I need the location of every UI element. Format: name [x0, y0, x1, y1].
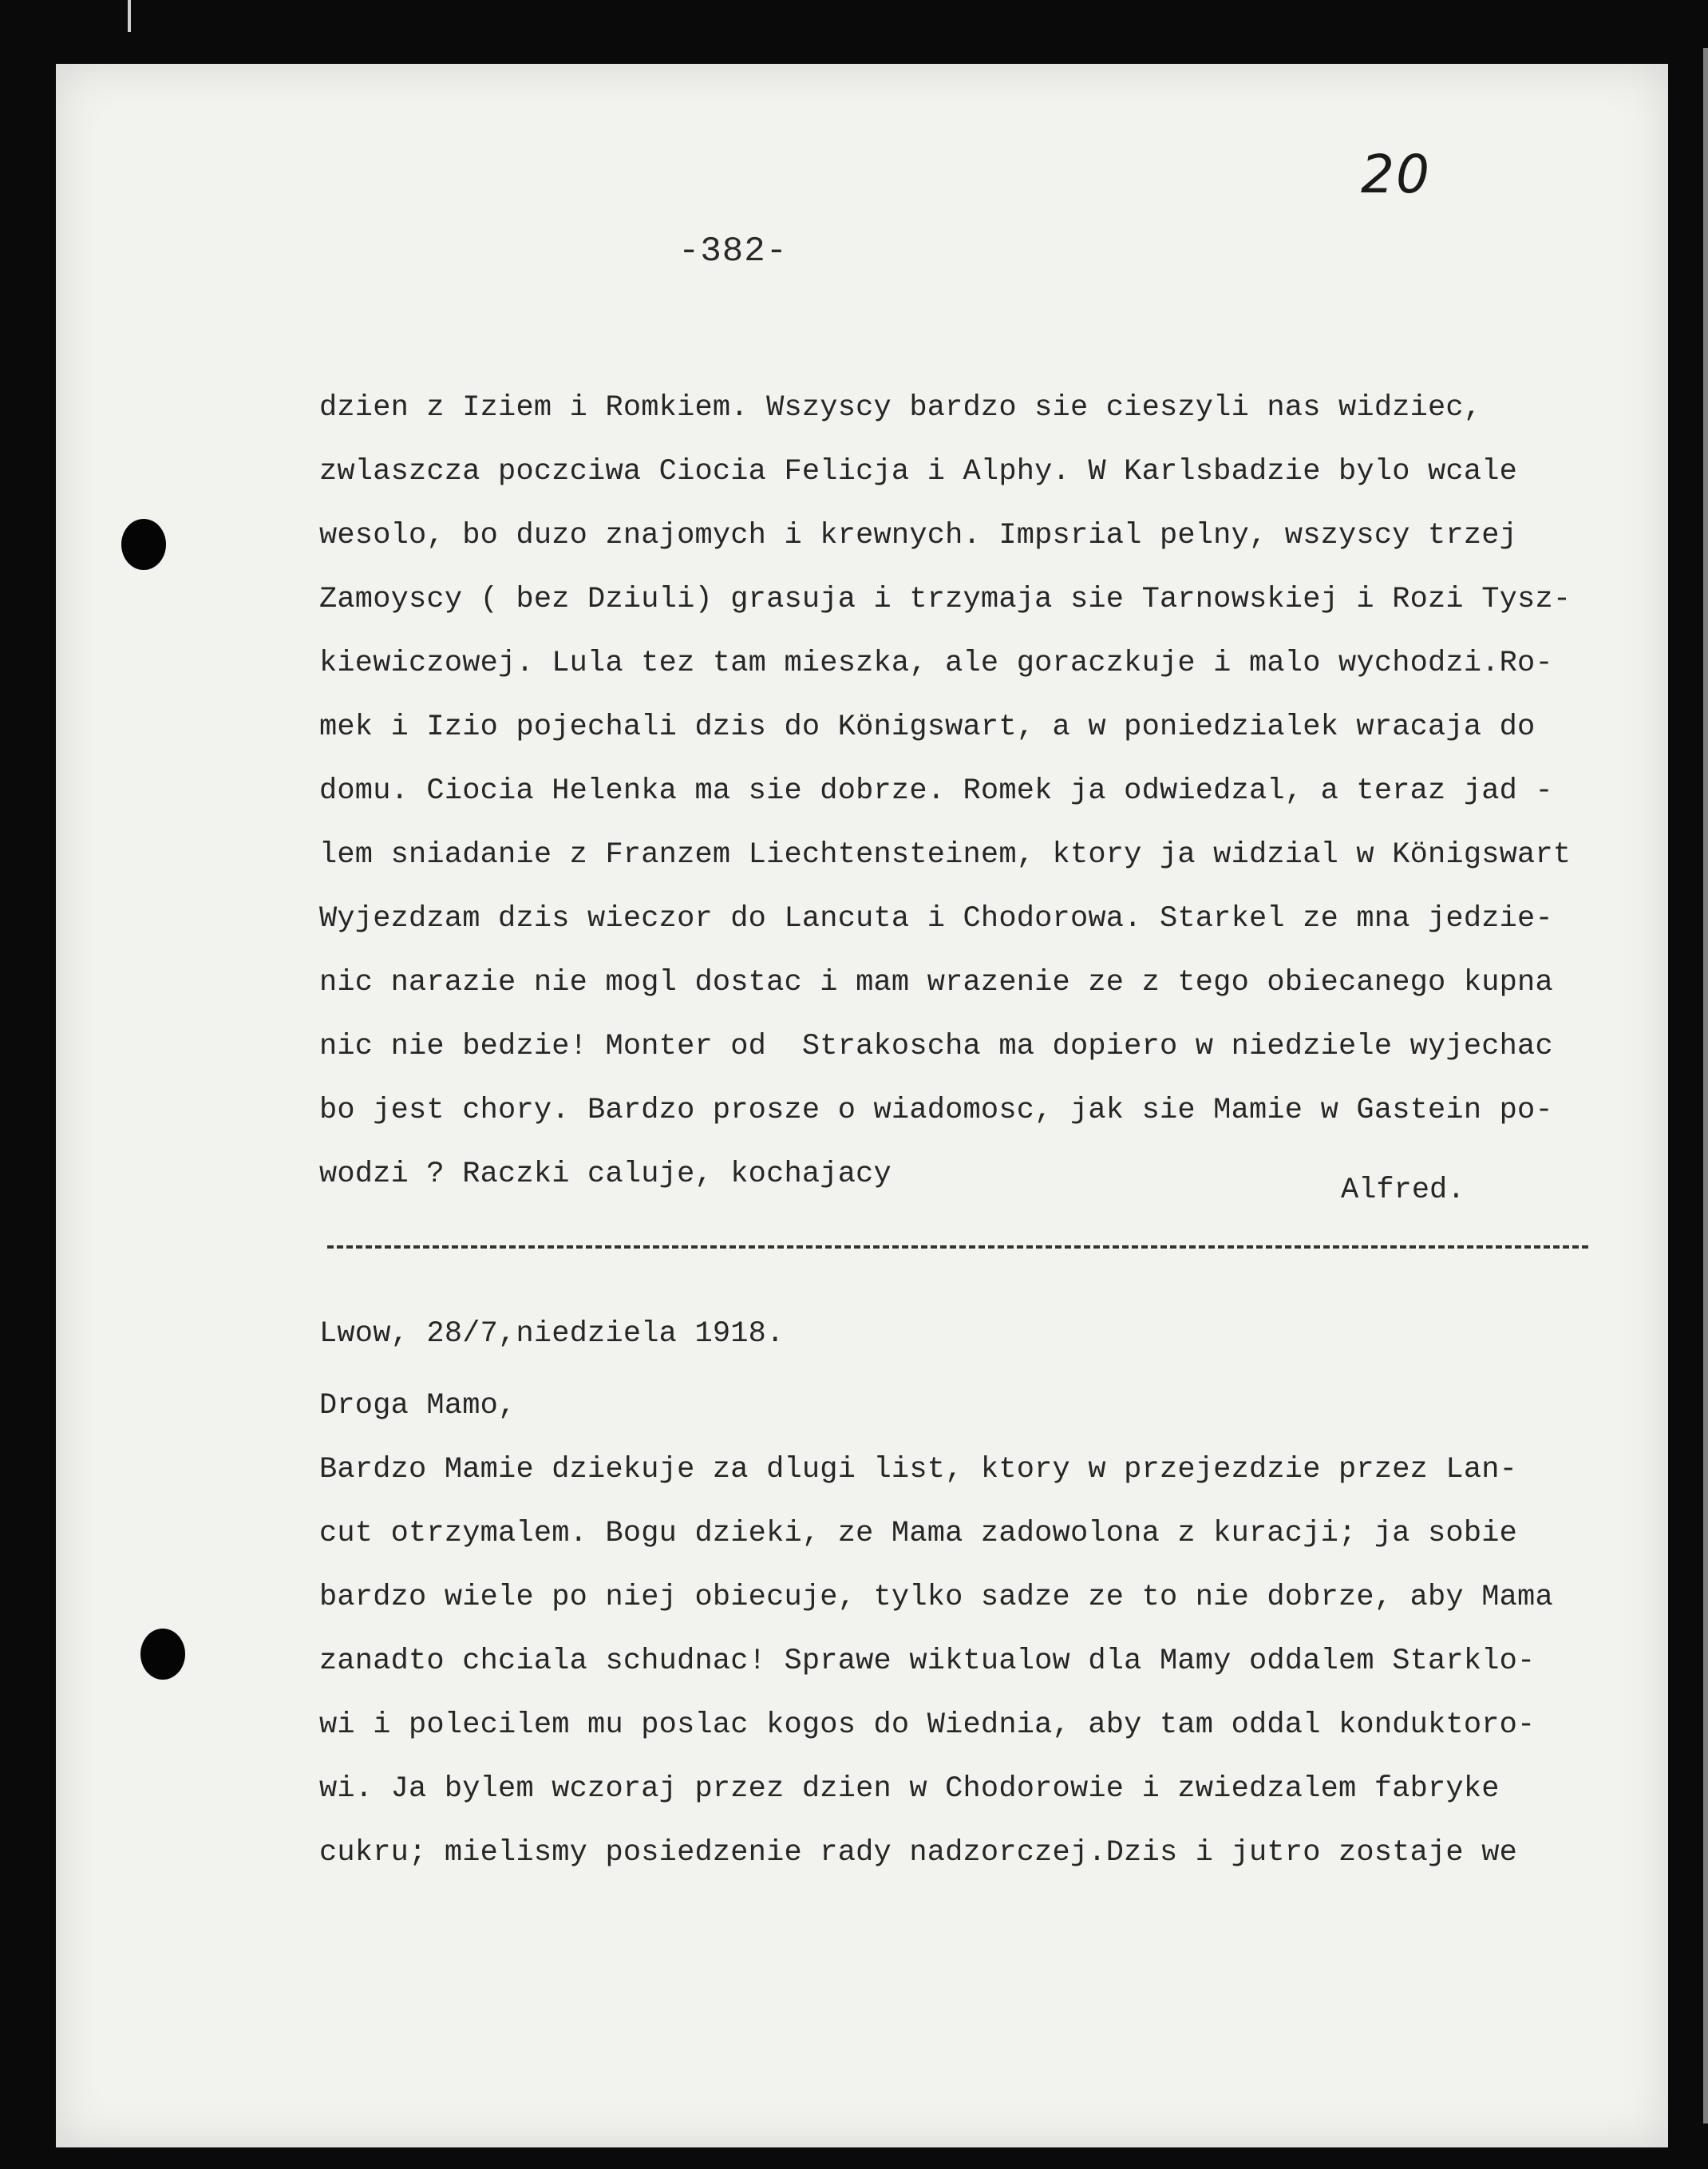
salutation: Droga Mamo,	[319, 1389, 516, 1423]
paragraph-2-line: zanadto chciala schudnac! Sprawe wiktualow dla Mamy oddalem Starklo-	[319, 1645, 1536, 1678]
paragraph-1-line: mek i Izio pojechali dzis do Königswart, a w poniedzialek wracaja do	[319, 710, 1536, 744]
document-page	[56, 64, 1668, 2147]
punch-hole-bottom	[140, 1629, 185, 1680]
paragraph-1-line: bo jest chory. Bardzo prosze o wiadomosc, jak sie Mamie w Gastein po-	[319, 1094, 1553, 1127]
paragraph-2-line: wi i polecilem mu poslac kogos do Wiednia, aby tam oddal konduktoro-	[319, 1708, 1536, 1742]
paragraph-1-line: nic narazie nie mogl dostac i mam wrazenie ze z tego obiecanego kupna	[319, 966, 1553, 999]
dashed-separator	[327, 1245, 1588, 1249]
paragraph-1-line: zwlaszcza poczciwa Ciocia Felicja i Alphy. W Karlsbadzie bylo wcale	[319, 455, 1518, 489]
paragraph-1-line: wesolo, bo duzo znajomych i krewnych. Impsrial pelny, wszyscy trzej	[319, 519, 1518, 552]
film-frame-edge-right	[1703, 48, 1708, 2123]
film-frame-edge-left	[128, 0, 131, 32]
paragraph-1-line: lem sniadanie z Franzem Liechtensteinem, ktory ja widzial w Königswart	[319, 838, 1572, 872]
paragraph-1-line: nic nie bedzie! Monter od Strakoscha ma dopiero w niedziele wyjechac	[319, 1030, 1553, 1063]
paragraph-1-line: wodzi ? Raczki caluje, kochajacy	[319, 1158, 892, 1191]
handwritten-folio-number: 20	[1361, 144, 1431, 205]
paragraph-1-line: kiewiczowej. Lula tez tam mieszka, ale goraczkuje i malo wychodzi.Ro-	[319, 647, 1553, 680]
paragraph-1-line: domu. Ciocia Helenka ma sie dobrze. Romek ja odwiedzal, a teraz jad -	[319, 774, 1553, 808]
page-number: -382-	[678, 232, 789, 271]
paragraph-2-line: wi. Ja bylem wczoraj przez dzien w Chodorowie i zwiedzalem fabryke	[319, 1772, 1500, 1806]
paragraph-2-line: cut otrzymalem. Bogu dzieki, ze Mama zadowolona z kuracji; ja sobie	[319, 1517, 1518, 1550]
paragraph-1-line: Wyjezdzam dzis wieczor do Lancuta i Chodorowa. Starkel ze mna jedzie-	[319, 902, 1553, 936]
punch-hole-top	[121, 519, 166, 570]
paragraph-2-line: cukru; mielismy posiedzenie rady nadzorczej.Dzis i jutro zostaje we	[319, 1836, 1518, 1870]
signature: Alfred.	[1341, 1174, 1465, 1207]
paragraph-2-line: Bardzo Mamie dziekuje za dlugi list, ktory w przejezdzie przez Lan-	[319, 1453, 1518, 1486]
paragraph-1-line: dzien z Iziem i Romkiem. Wszyscy bardzo sie cieszyli nas widziec,	[319, 391, 1482, 425]
letter-date: Lwow, 28/7,niedziela 1918.	[319, 1317, 785, 1351]
paragraph-2-line: bardzo wiele po niej obiecuje, tylko sadze ze to nie dobrze, aby Mama	[319, 1581, 1553, 1614]
paragraph-1-line: Zamoyscy ( bez Dziuli) grasuja i trzymaja sie Tarnowskiej i Rozi Tysz-	[319, 583, 1572, 616]
